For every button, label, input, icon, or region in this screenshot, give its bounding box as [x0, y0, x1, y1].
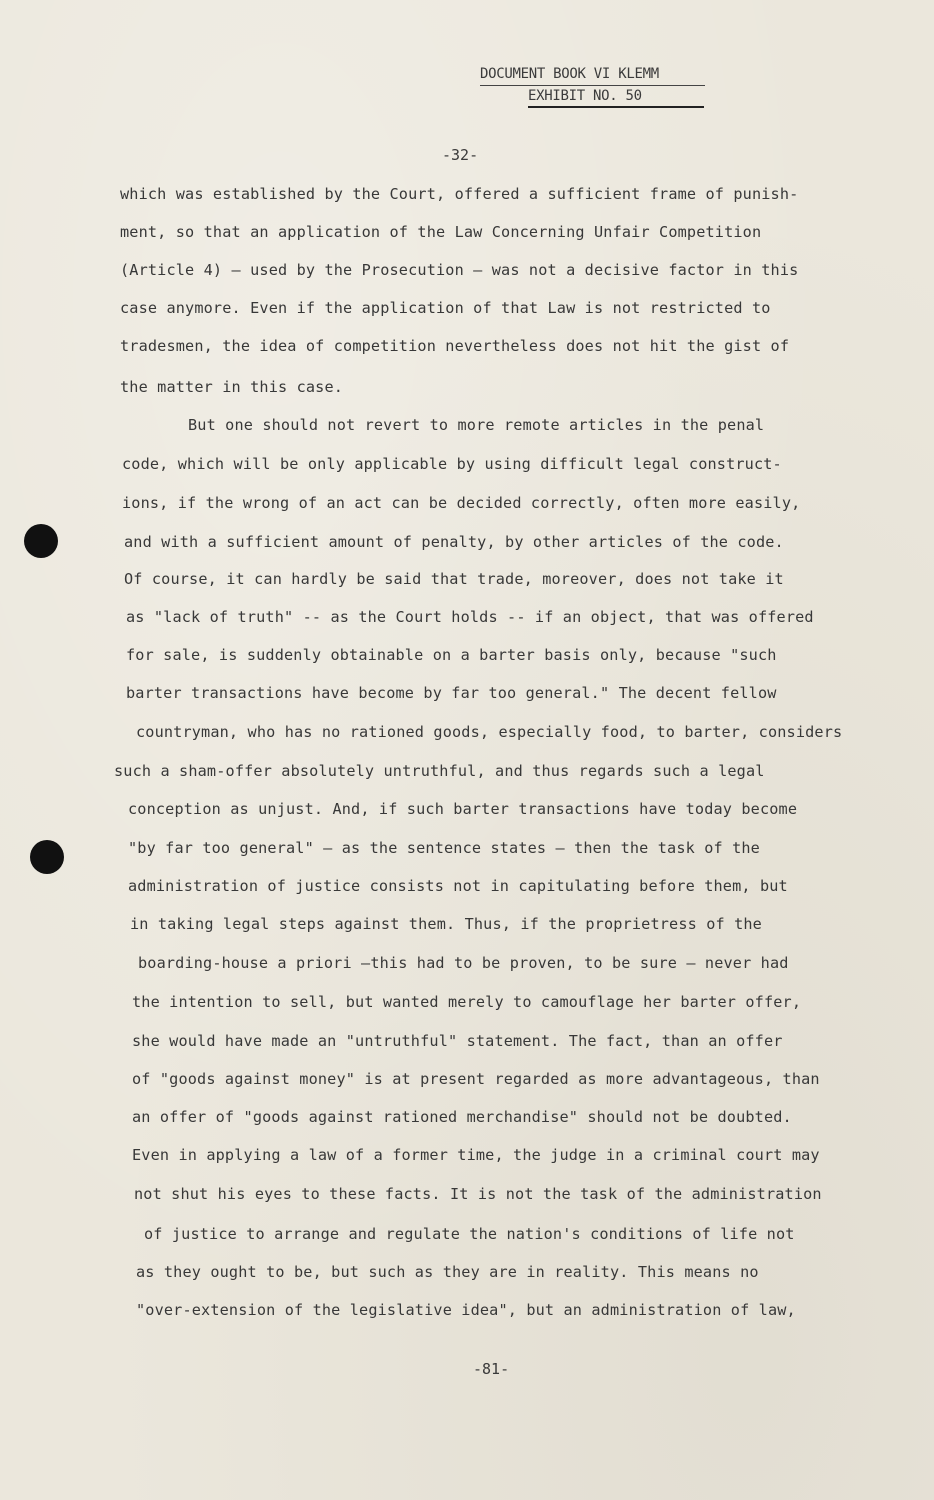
body-line: ions, if the wrong of an act can be decided correctly, often more easily,	[122, 494, 801, 512]
body-line: countryman, who has no rationed goods, especially food, to barter, considers	[136, 723, 843, 741]
document-header	[480, 64, 705, 108]
body-line: as they ought to be, but such as they are in reality. This means no	[136, 1263, 759, 1281]
body-line: of "goods against money" is at present regarded as more advantageous, than	[132, 1070, 820, 1088]
body-line: which was established by the Court, offered a sufficient frame of punish-	[120, 185, 799, 203]
body-line: as "lack of truth" -- as the Court holds -- if an object, that was offered	[126, 608, 814, 626]
body-line: ment, so that an application of the Law Concerning Unfair Competition	[120, 223, 762, 241]
page-number-bottom: -81-	[473, 1360, 510, 1378]
punch-hole-top	[24, 524, 58, 558]
body-line: of justice to arrange and regulate the nation's conditions of life not	[144, 1225, 795, 1243]
body-line: "by far too general" — as the sentence states — then the task of the	[128, 839, 760, 857]
body-line: tradesmen, the idea of competition nevertheless does not hit the gist of	[120, 337, 790, 355]
body-line: But one should not revert to more remote articles in the penal	[188, 416, 765, 434]
body-line: for sale, is suddenly obtainable on a barter basis only, because "such	[126, 646, 777, 664]
page-number-top: -32-	[442, 146, 479, 164]
header-exhibit-number: EXHIBIT NO. 50	[528, 86, 704, 108]
body-line: case anymore. Even if the application of that Law is not restricted to	[120, 299, 771, 317]
body-line: such a sham-offer absolutely untruthful, and thus regards such a legal	[114, 762, 765, 780]
body-line: barter transactions have become by far too general." The decent fellow	[126, 684, 777, 702]
body-line: and with a sufficient amount of penalty, by other articles of the code.	[124, 533, 784, 551]
body-line: not shut his eyes to these facts. It is not the task of the administration	[134, 1185, 822, 1203]
body-line: Of course, it can hardly be said that trade, moreover, does not take it	[124, 570, 784, 588]
header-document-book: DOCUMENT BOOK VI KLEMM	[480, 64, 705, 86]
body-line: she would have made an "untruthful" statement. The fact, than an offer	[132, 1032, 783, 1050]
body-line: boarding-house a priori —this had to be proven, to be sure — never had	[138, 954, 789, 972]
body-line: (Article 4) — used by the Prosecution — was not a decisive factor in this	[120, 261, 799, 279]
body-line: administration of justice consists not in capitulating before them, but	[128, 877, 788, 895]
body-line: in taking legal steps against them. Thus, if the proprietress of the	[130, 915, 762, 933]
body-line: Even in applying a law of a former time, the judge in a criminal court may	[132, 1146, 820, 1164]
body-line: code, which will be only applicable by using difficult legal construct-	[122, 455, 782, 473]
body-line: conception as unjust. And, if such barter transactions have today become	[128, 800, 798, 818]
punch-hole-bottom	[30, 840, 64, 874]
body-line: the intention to sell, but wanted merely to camouflage her barter offer,	[132, 993, 802, 1011]
body-line: "over-extension of the legislative idea", but an administration of law,	[136, 1301, 796, 1319]
body-line: an offer of "goods against rationed merchandise" should not be doubted.	[132, 1108, 792, 1126]
body-line: the matter in this case.	[120, 378, 344, 396]
